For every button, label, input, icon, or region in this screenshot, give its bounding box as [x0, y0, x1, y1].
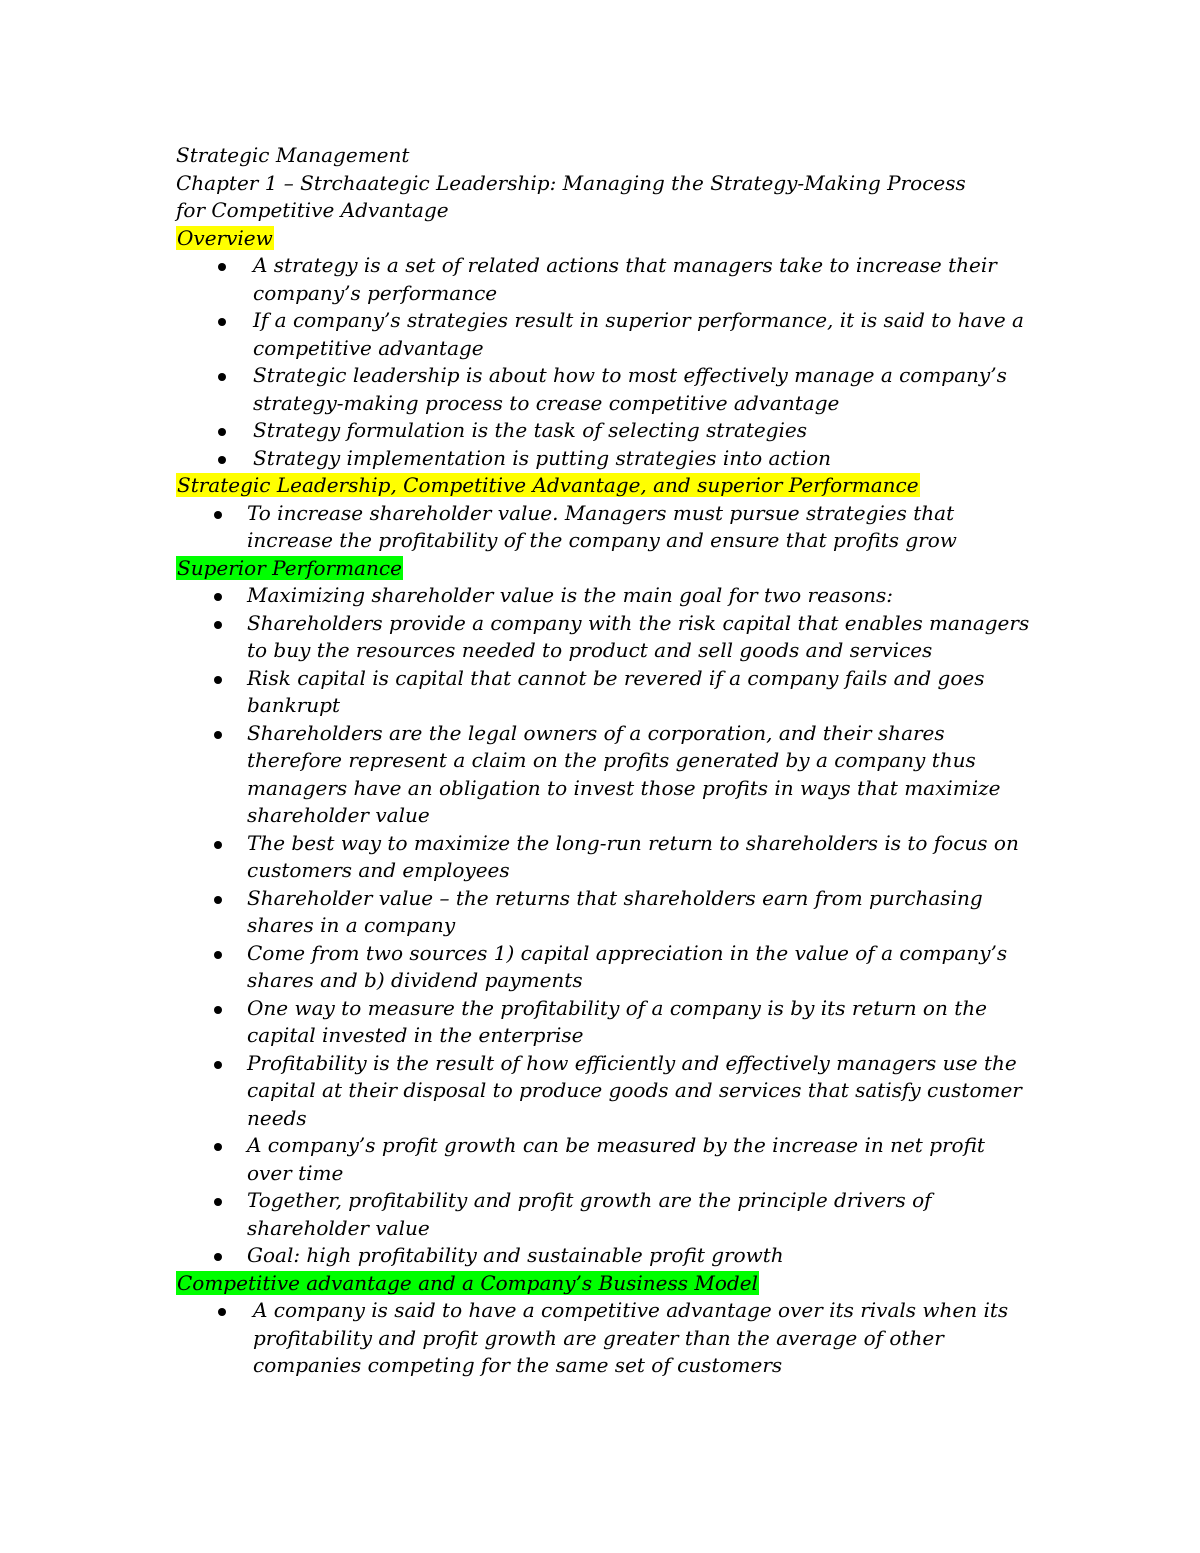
list-item-text: Strategic leadership is about how to most effectively manage a company’s strategy-making process to crease competitive advantage: [253, 363, 1007, 415]
list-item: [176, 1297, 1036, 1380]
bullet-icon: [214, 1143, 222, 1151]
list-item: [176, 940, 1036, 995]
bullet-icon: [214, 1006, 222, 1014]
bullet-icon: [218, 263, 226, 271]
list-item-text: If a company’s strategies result in superior performance, it is said to have a competitive advantage: [253, 308, 1024, 360]
list-item-text: Strategy implementation is putting strategies into action: [253, 445, 832, 470]
bullet-icon: [214, 511, 222, 519]
list-item-text: Shareholder value – the returns that shareholders earn from purchasing shares in a company: [247, 885, 983, 937]
bullet-icon: [218, 1308, 226, 1316]
bullet-icon: [218, 318, 226, 326]
section-heading-superior-performance: [176, 555, 1036, 583]
list-item: [176, 830, 1036, 885]
list-item: [176, 252, 1036, 307]
bullet-icon: [214, 621, 222, 629]
list-item: [176, 665, 1036, 720]
list-item-text: Maximizing shareholder value is the main goal for two reasons:: [247, 583, 894, 607]
list-item-text: Shareholders are the legal owners of a corporation, and their shares therefore represent a claim on the profits generated by a company thus managers have an obligation to invest those profits in ways that maximize shareholder value: [247, 720, 1001, 827]
list-item: [176, 417, 1036, 445]
bullet-icon: [214, 731, 222, 739]
list-item-text: Come from two sources 1) capital appreciation in the value of a company’s shares and b) dividend payments: [247, 940, 1008, 992]
bullet-icon: [214, 676, 222, 684]
list-item-text: A company’s profit growth can be measured by the increase in net profit over time: [247, 1133, 985, 1185]
list-item: [176, 1050, 1036, 1133]
list-item-text: A company is said to have a competitive advantage over its rivals when its profitability and profit growth are greater than the average of other companies competing for the same set of customers: [253, 1298, 1009, 1377]
highlighted-heading-text: Superior Performance: [177, 555, 402, 580]
bullet-icon: [218, 456, 226, 464]
list-item-text: Shareholders provide a company with the risk capital that enables managers to buy the resources needed to product and sell goods and services: [247, 610, 1030, 662]
highlighted-heading-text: Strategic Leadership, Competitive Advantage, and superior Performance: [177, 473, 919, 497]
list-item: [176, 885, 1036, 940]
list-item: [176, 1242, 1036, 1270]
bullet-icon: [214, 1198, 222, 1206]
bullet-icon: [214, 841, 222, 849]
chapter-title: Chapter 1 – Strchaategic Leadership: Managing the Strategy-Making Process for Competitive Advantage: [176, 170, 966, 222]
bullet-icon: [214, 1253, 222, 1261]
list-item: [176, 1187, 1036, 1242]
highlighted-heading-text: Overview: [177, 225, 273, 250]
document-title: Strategic Management: [176, 143, 410, 167]
list-item: [176, 582, 1036, 610]
list-item-text: Strategy formulation is the task of selecting strategies: [253, 418, 808, 442]
section-heading-overview: [176, 225, 1036, 253]
bullet-icon: [218, 428, 226, 436]
list-item: [176, 445, 1036, 473]
bullet-icon: [218, 373, 226, 381]
bullet-icon: [214, 593, 222, 601]
section-heading-strategic-leadership: [176, 472, 1036, 500]
list-item-text: Together, profitability and profit growth are the principle drivers of shareholder value: [247, 1188, 932, 1240]
list-item-text: To increase shareholder value. Managers must pursue strategies that increase the profitability of the company and ensure that profits grow: [247, 500, 957, 552]
list-item: [176, 362, 1036, 417]
list-item: [176, 995, 1036, 1050]
list-item-text: One way to measure the profitability of a company is by its return on the capital invested in the enterprise: [247, 995, 987, 1047]
bullet-icon: [214, 951, 222, 959]
document-body: [176, 142, 1036, 1380]
bullet-icon: [214, 896, 222, 904]
list-item-text: Risk capital is capital that cannot be revered if a company fails and goes bankrupt: [247, 665, 985, 717]
list-item-text: Profitability is the result of how efficiently and effectively managers use the capital at their disposal to produce goods and services that satisfy customer needs: [247, 1050, 1022, 1130]
list-item: [176, 610, 1036, 665]
list-item-text: Goal: high profitability and sustainable profit growth: [247, 1243, 784, 1267]
list-item: [176, 307, 1036, 362]
list-item-text: The best way to maximize the long-run return to shareholders is to focus on customers and employees: [247, 830, 1019, 882]
bullet-icon: [214, 1061, 222, 1069]
list-item: [176, 720, 1036, 830]
highlighted-heading-text: Competitive advantage and a Company’s Business Model: [177, 1270, 758, 1295]
section-heading-business-model: [176, 1270, 1036, 1298]
list-item: [176, 500, 1036, 555]
list-item-text: A strategy is a set of related actions that managers take to increase their company’s performance: [253, 253, 997, 305]
superior-performance-list: [176, 582, 1036, 1270]
list-item: [176, 1132, 1036, 1187]
business-model-list: [176, 1297, 1036, 1380]
strategic-leadership-list: [176, 500, 1036, 555]
overview-list: [176, 252, 1036, 472]
